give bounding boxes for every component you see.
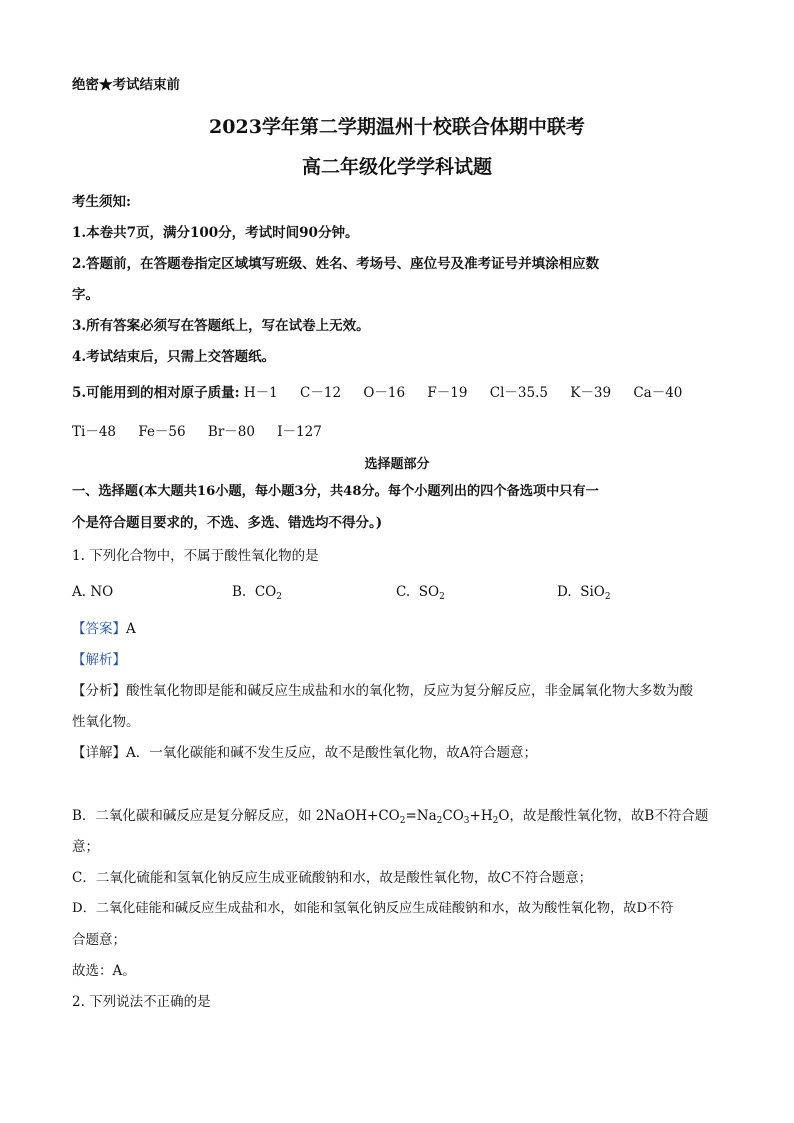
atomic-mass: K－39 xyxy=(570,385,612,401)
answer-value: A xyxy=(126,621,136,637)
notice-item-1: 1.本卷共7页，满分100分，考试时间90分钟。 xyxy=(72,225,359,241)
secret-label: 绝密★考试结束前 xyxy=(72,77,180,93)
detail-line-a: 【详解】A．一氧化碳能和碱不发生反应，故不是酸性氧化物，故A符合题意； xyxy=(72,745,537,761)
fenxi-tag: 【分析】 xyxy=(72,683,126,699)
exam-subtitle: 高二年级化学学科试题 xyxy=(301,156,492,178)
detail-line-c: C．二氧化硫能和氢氧化钠反应生成亚硫酸钠和水，故是酸性氧化物，故C不符合题意； xyxy=(72,870,593,886)
option-a: A. NO xyxy=(72,584,114,600)
atomic-mass: Cl－35.5 xyxy=(489,385,548,401)
option-d: D. SiO$_2$ xyxy=(557,584,611,602)
part1-instructions-cont: 个是符合题目要求的，不选、多选、错选均不得分。) xyxy=(72,515,383,531)
atomic-mass: F－19 xyxy=(427,385,468,401)
atomic-mass: H－1 xyxy=(243,385,278,401)
atomic-mass: Ca－40 xyxy=(633,385,683,401)
atomic-mass-row-2 xyxy=(72,423,322,441)
question-2-stem: 2. 下列说法不正确的是 xyxy=(72,994,211,1010)
atomic-mass: Fe－56 xyxy=(138,424,186,440)
section-title: 选择题部分 xyxy=(364,457,430,472)
detail-line-d: D．二氧化硅能和碱反应生成盐和水，如能和氢氧化钠反应生成硅酸钠和水，故为酸性氧化物，故D不符 xyxy=(72,901,674,916)
detail-line-d-cont: 合题意； xyxy=(72,932,126,948)
part1-instructions: 一、选择题(本大题共16小题，每小题3分，共48分。每个小题列出的四个备选项中只有一 xyxy=(72,484,599,499)
detail-line-b: B．二氧化碳和碱反应是复分解反应，如 $2NaOH+CO_2=Na_2CO_3+H_2O$，故是酸性氧化物，故B不符合题 xyxy=(72,808,709,826)
detail-line-b-cont: 意； xyxy=(72,839,99,855)
notice-item-4: 4.考试结束后，只需上交答题纸。 xyxy=(72,349,276,365)
atomic-mass: C－12 xyxy=(300,385,342,401)
atomic-mass: Ti－48 xyxy=(72,424,117,440)
detail-tag: 【详解】 xyxy=(72,745,126,761)
notice-item-2-cont: 字。 xyxy=(72,287,99,303)
atomic-mass: I－127 xyxy=(277,424,322,440)
fenxi-line-cont: 性氧化物。 xyxy=(72,714,140,730)
answer-line xyxy=(72,620,136,638)
option-c: C. $SO_2$ xyxy=(396,584,445,602)
atomic-mass: Br－80 xyxy=(207,424,255,440)
notice-item-2: 2.答题前，在答题卷指定区域填写班级、姓名、考场号、座位号及准考证号并填涂相应数 xyxy=(72,256,600,272)
exam-title: 2023学年第二学期温州十校联合体期中联考 xyxy=(209,116,585,138)
analysis-tag: 【解析】 xyxy=(72,652,126,668)
option-b: B. $CO_2$ xyxy=(232,584,282,602)
notice-heading: 考生须知: xyxy=(72,194,131,210)
choice-line: 故选：A。 xyxy=(72,963,136,979)
atomic-mass: O－16 xyxy=(363,385,406,401)
question-1-stem: 1. 下列化合物中，不属于酸性氧化物的是 xyxy=(72,548,319,564)
answer-tag: 【答案】 xyxy=(72,621,126,637)
fenxi-line: 【分析】酸性氧化物即是能和碱反应生成盐和水的氧化物，反应为复分解反应，非金属氧化物大多数为酸 xyxy=(72,683,693,699)
notice-item-3: 3.所有答案必须写在答题纸上，写在试卷上无效。 xyxy=(72,318,370,334)
atomic-mass-row-1 xyxy=(72,384,682,402)
notice-item-5-label: 5.可能用到的相对原子质量: xyxy=(72,385,240,401)
